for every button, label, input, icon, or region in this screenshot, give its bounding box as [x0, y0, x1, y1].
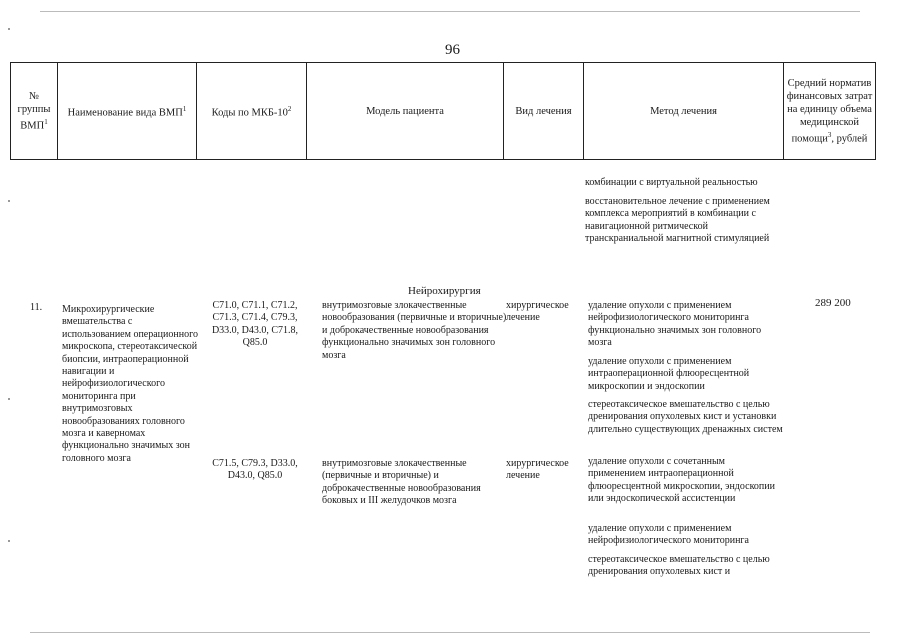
icd-codes: C71.5, C79.3, D33.0, D43.0, Q85.0 — [212, 458, 298, 482]
treatment-method: удаление опухоли с сочетанным применением интраоперационной флюоресцентной микроскопии, эндоскопии или эндоскопической ассистенции — [588, 456, 775, 505]
scan-dot — [8, 540, 10, 542]
vmp-name: Микрохирургические вмешательства с использованием операционного микроскопа, стереотаксической биопсии, интраоперационной навигации и нейрофизиологического мониторинга при внутримозговых новообразованиях головного мозга и каверномах функционально значимых зон головного мозга — [62, 304, 198, 464]
patient-model: внутримозговые злокачественные (первичные и вторичные) и доброкачественные новообразования боковых и III желудочков мозга — [322, 458, 481, 507]
scan-artifact-bottom — [30, 632, 870, 633]
patient-model: внутримозговые злокачественные новообразования (первичные и вторичные) и доброкачественные новообразования функционально значимых зон головного мозга — [322, 300, 507, 361]
scan-dot — [8, 398, 10, 400]
table-header — [10, 62, 876, 160]
section-title: Нейрохирургия — [408, 285, 481, 297]
treatment-method: стереотаксическое вмешательство с целью дренирования опухолевых кист и — [588, 554, 770, 578]
treatment-type: хирургическое лечение — [506, 300, 569, 324]
scan-dot — [8, 28, 10, 30]
continuation-method-2: восстановительное лечение с применением комплекса мероприятий в комбинации с навигационной ритмической транскраниальной магнитной стимуляцией — [585, 196, 770, 245]
treatment-method: удаление опухоли с применением нейрофизиологического мониторинга функционально значимых зон головного мозга — [588, 300, 762, 349]
header-average-cost: Средний норматив финансовых затрат на единицу объема медицинской помощи$^3$, рублей — [784, 63, 876, 160]
row-number: 11. — [30, 302, 43, 313]
treatment-method: удаление опухоли с применением нейрофизиологического мониторинга — [588, 523, 749, 547]
scan-dot — [8, 200, 10, 202]
header-treatment-method: Метод лечения — [584, 63, 784, 160]
scan-artifact-top — [40, 11, 860, 12]
treatment-method: удаление опухоли с применением интраоперационной флюоресцентной микроскопии и эндоскопии — [588, 356, 750, 392]
header-patient-model: Модель пациента — [307, 63, 504, 160]
continuation-method-1: комбинации с виртуальной реальностью — [585, 177, 758, 188]
icd-codes: C71.0, C71.1, C71.2, C71.3, C71.4, C79.3, D33.0, D43.0, C71.8, Q85.0 — [211, 300, 299, 349]
header-treatment-type: Вид лечения — [504, 63, 584, 160]
treatment-type: хирургическое лечение — [506, 458, 569, 482]
treatment-method: стереотаксическое вмешательство с целью дренирования опухолевых кист и установки длительно существующих дренажных систем — [588, 399, 783, 435]
average-cost: 289 200 — [815, 297, 851, 309]
page-number: 96 — [445, 42, 460, 58]
header-icd-codes: Коды по МКБ-$10^2$ — [197, 63, 307, 160]
header-vmp-name: Наименование вида ВМП$^1$ — [58, 63, 197, 160]
header-group-number: № группы ВМП$^1$ — [11, 63, 58, 160]
